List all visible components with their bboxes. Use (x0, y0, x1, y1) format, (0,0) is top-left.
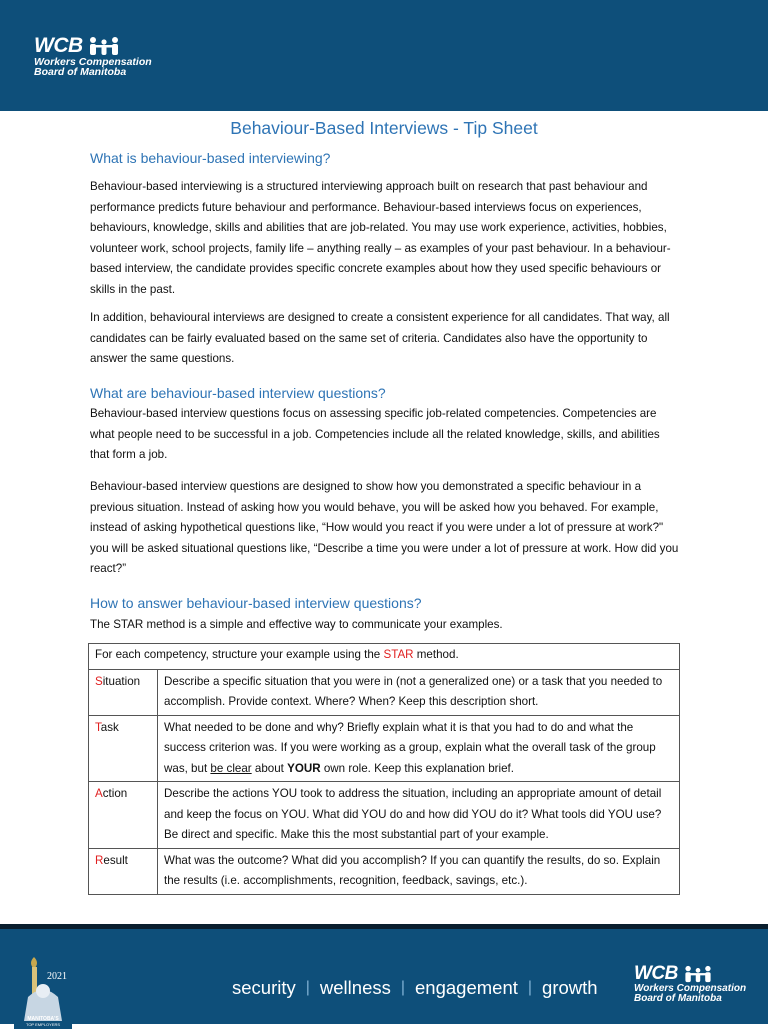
table-intro-cell: For each competency, structure your example using the STAR method. (89, 644, 680, 670)
badge-line-1: MANITOBA'S (27, 1016, 59, 1022)
footer-logo-line-2: Board of Manitoba (634, 992, 722, 1004)
tagline-separator: | (400, 979, 406, 996)
paragraph: Behaviour-based interview questions are designed to show how you demonstrated a specific behaviour in a previous situation. Instead of asking how you would behave, you will be asked how you behaved. For example, instead of asking hypothetical questions like, “How would you react if you were under a lot of pressure at work?" you will be asked situational questions like, “Describe a time you were under a lot of pressure at work. How did you react?” (90, 480, 679, 575)
footer-logo-line-1: Workers Compensation (634, 983, 747, 994)
tagline-engagement: engagement (415, 977, 518, 998)
tagline (232, 977, 598, 999)
logo-line-2: Board of Manitoba (34, 66, 127, 78)
table-row-action (89, 782, 680, 849)
section-heading-what-is: What is behaviour-based interviewing? (90, 150, 331, 166)
tagline-security: security (232, 977, 296, 998)
wcb-logo (34, 36, 152, 77)
tagline-growth: growth (542, 977, 598, 998)
paragraph: In addition, behavioural interviews are designed to create a consistent experience for all candidates. That way, all candidates can be fairly evaluated based on the same set of criteria. Candidates also have the opportunity to answer the same questions. (90, 311, 670, 365)
table-row-situation (89, 669, 680, 715)
logo-wordmark: WCB (34, 34, 83, 57)
badge-line-2: TOP EMPLOYERS (25, 1022, 61, 1027)
footer-banner (0, 924, 768, 1027)
desc-situation: Describe a specific situation that you were in (not a generalized one) or a task that you needed to accomplish. Provide context. Where? When? Keep this description short. (158, 669, 680, 715)
page-title: Behaviour-Based Interviews - Tip Sheet (230, 118, 538, 138)
table-row-result (89, 848, 680, 894)
people-icon (88, 36, 120, 56)
logo-line-1: Workers Compensation (34, 56, 152, 68)
desc-result: What was the outcome? What did you accomplish? If you can quantify the results, do so. Explain the results (i.e. accomplishments, recognition, feedback, savings, etc.). (158, 848, 680, 894)
paragraph: Behaviour-based interviewing is a structured interviewing approach built on research that past behaviour and performance predicts future behaviour and performance. Behaviour-based interviews focus on experiences, behaviours, knowledge, skills and abilities that are job-related. You may use work experience, activities, hobbies, volunteer work, school projects, family life – anything really – as examples of your past behaviour. In a behaviour-based interview, the candidate provides specific concrete examples about how they used specific behaviours or skills in the past. (90, 180, 671, 296)
people-icon (683, 965, 713, 983)
header-banner (0, 0, 768, 111)
term-action: Action (89, 782, 158, 849)
term-situation: Situation (89, 669, 158, 715)
desc-task: What needed to be done and why? Briefly explain what it is that you had to do and what the success criterion was. If you were working as a group, explain what the overall task of the group was, but be clear about YOUR own role. Keep this explanation brief. (158, 715, 680, 782)
tagline-separator: | (305, 979, 310, 996)
table-header-row (89, 644, 680, 670)
top-employers-badge-icon (14, 943, 72, 1029)
tagline-separator: | (527, 979, 533, 996)
table-row-task (89, 715, 680, 782)
section-heading-how-to: How to answer behaviour-based interview questions? (90, 595, 422, 611)
paragraph: The STAR method is a simple and effective way to communicate your examples. (90, 618, 503, 631)
star-method-table (88, 643, 680, 895)
term-result: Result (89, 848, 158, 894)
section-heading-questions: What are behaviour-based interview questions? (90, 385, 386, 401)
paragraph: Behaviour-based interview questions focus on assessing specific job-related competencies. Competencies are what people need to be successful in a job. Competencies include all the related knowledge, skills, and abilities that form a job. (90, 407, 660, 461)
desc-action: Describe the actions YOU took to address the situation, including an appropriate amount of detail and keep the focus on YOU. What did YOU do and how did YOU do it? What tools did YOU use? Be direct and specific. Make this the most substantial part of your example. (158, 782, 680, 849)
tagline-wellness: wellness (319, 977, 391, 998)
term-task: Task (89, 715, 158, 782)
star-keyword: STAR (383, 648, 414, 661)
wcb-footer-logo (634, 965, 746, 1003)
footer-logo-wordmark: WCB (634, 963, 678, 984)
badge-year: 2021 (47, 971, 67, 982)
